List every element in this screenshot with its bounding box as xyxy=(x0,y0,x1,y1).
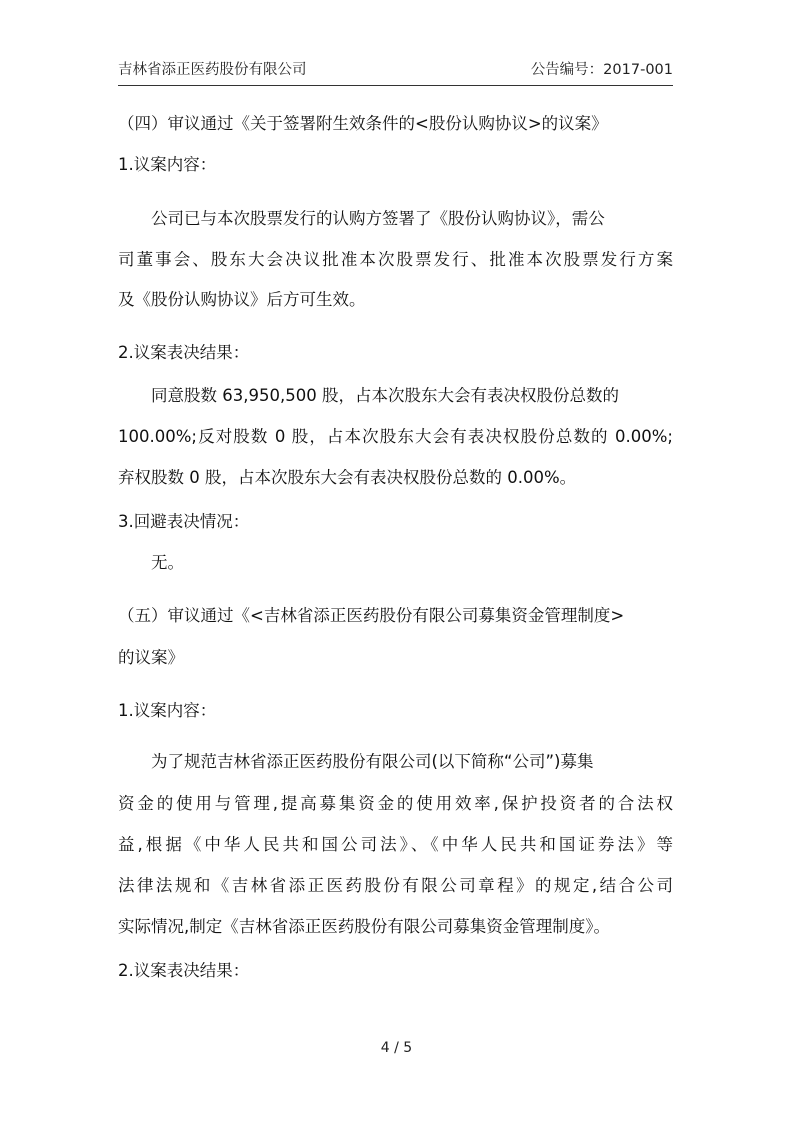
section4-item3-label: 3.回避表决情况： xyxy=(118,512,250,531)
section4-item2-label: 2.议案表决结果： xyxy=(118,343,250,362)
section4-item1-label: 1.议案内容： xyxy=(118,155,217,174)
section5-title-line-2: 的议案》 xyxy=(118,648,184,667)
section4-result-line-3: 弃权股数 0 股，占本次股东大会有表决权股份总数的 0.00%。 xyxy=(118,468,577,487)
section5-item2-label: 2.议案表决结果： xyxy=(118,961,250,980)
section4-result-line-1: 同意股数 63,950,500 股，占本次股东大会有表决权股份总数的 xyxy=(151,386,619,405)
header-company-name: 吉林省添正医药股份有限公司 xyxy=(118,62,307,78)
section4-result-line-2: 100.00%;反对股数 0 股，占本次股东大会有表决权股份总数的 0.00%; xyxy=(118,427,673,446)
header-divider xyxy=(118,85,673,86)
header-announcement-number: 公告编号：2017-001 xyxy=(530,62,673,78)
section5-title-line-1: （五）审议通过《<吉林省添正医药股份有限公司募集资金管理制度> xyxy=(118,606,625,625)
section4-content-line-1: 公司已与本次股票发行的认购方签署了《股份认购协议》，需公 xyxy=(151,209,605,228)
page-number: 4 / 5 xyxy=(380,1040,413,1056)
section5-content-line-2: 资金的使用与管理,提高募集资金的使用效率,保护投资者的合法权 xyxy=(118,794,673,813)
section4-content-line-3: 及《股份认购协议》后方可生效。 xyxy=(118,290,366,309)
section5-item1-label: 1.议案内容： xyxy=(118,701,217,720)
section5-content-line-3: 益,根据《中华人民共和国公司法》、《中华人民共和国证券法》等 xyxy=(118,835,673,854)
section5-content-line-1: 为了规范吉林省添正医药股份有限公司(以下简称“公司”)募集 xyxy=(151,752,594,771)
page-header xyxy=(118,58,673,80)
section5-content-line-5: 实际情况,制定《吉林省添正医药股份有限公司募集资金管理制度》。 xyxy=(118,917,610,936)
section5-content-line-4: 法律法规和《吉林省添正医药股份有限公司章程》的规定,结合公司 xyxy=(118,876,673,895)
section4-avoid-text: 无。 xyxy=(151,553,184,572)
section4-content-line-2: 司董事会、股东大会决议批准本次股票发行、批准本次股票发行方案 xyxy=(118,250,673,269)
section4-title: （四）审议通过《关于签署附生效条件的<股份认购协议>的议案》 xyxy=(118,114,608,133)
